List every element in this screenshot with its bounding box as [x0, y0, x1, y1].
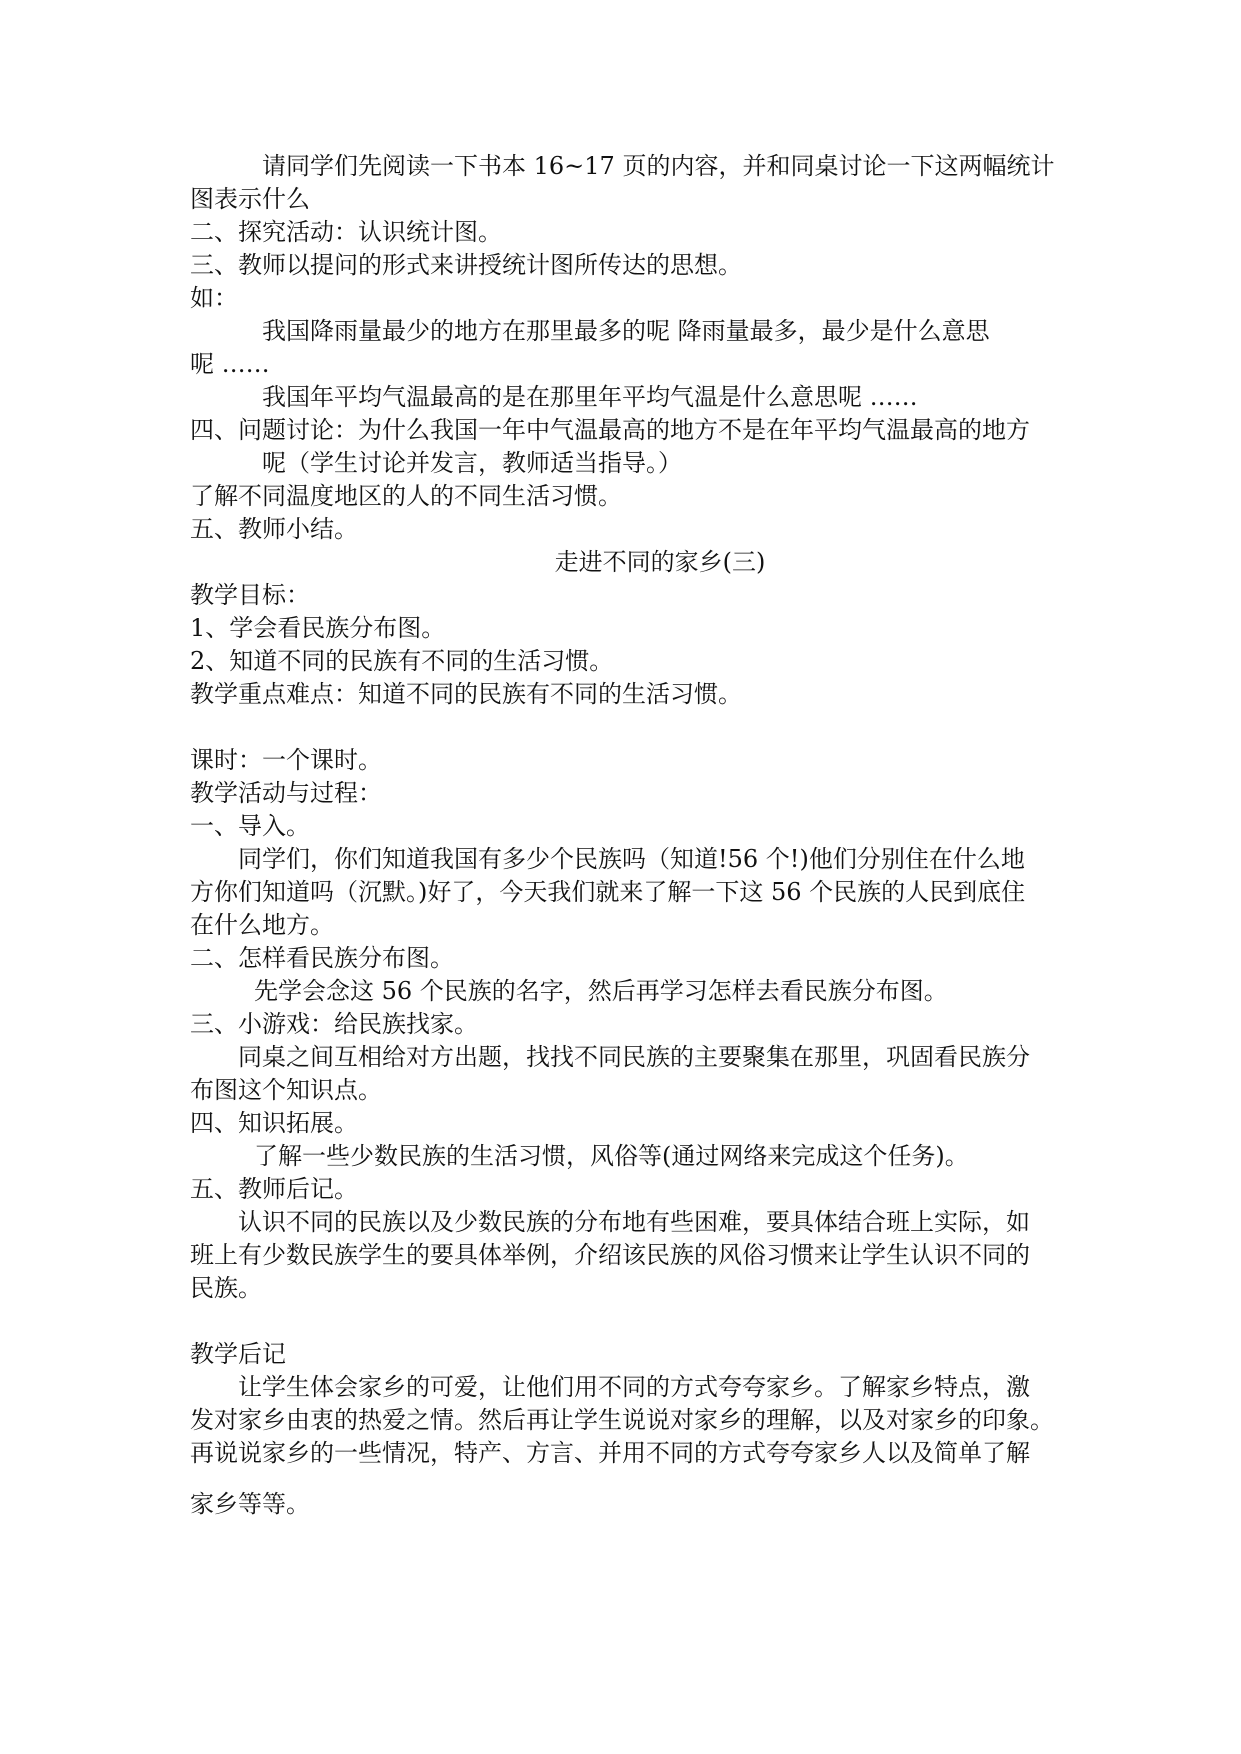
paragraph-line: 先学会念这 56 个民族的名字，然后再学习怎样去看民族分布图。	[254, 977, 948, 1005]
paragraph-line: 请同学们先阅读一下书本 16~17 页的内容，并和同桌讨论一下这两幅统计	[262, 152, 1055, 180]
paragraph-line: 呢 ……	[190, 350, 270, 378]
blank-line	[190, 1305, 1070, 1338]
document-body	[190, 150, 1070, 1521]
paragraph-line: 课时：一个课时。	[190, 746, 382, 774]
paragraph-line: 图表示什么	[190, 185, 310, 213]
paragraph-line: 呢（学生讨论并发言，教师适当指导。）	[262, 449, 682, 477]
section-heading: 教学后记	[190, 1340, 286, 1368]
section-heading: 五、教师后记。	[190, 1175, 358, 1203]
section-heading: 四、问题讨论：为什么我国一年中气温最高的地方不是在年平均气温最高的地方	[190, 416, 1030, 444]
section-heading: 四、知识拓展。	[190, 1109, 358, 1137]
paragraph-line: 我国年平均气温最高的是在那里年平均气温是什么意思呢 ……	[262, 383, 918, 411]
lesson-title: 走进不同的家乡(三)	[554, 548, 766, 576]
blank-line	[190, 711, 1070, 744]
paragraph-line: 布图这个知识点。	[190, 1076, 382, 1104]
paragraph-line: 让学生体会家乡的可爱，让他们用不同的方式夸夸家乡。了解家乡特点，激	[238, 1373, 1030, 1401]
paragraph-line: 家乡等等。	[190, 1490, 310, 1518]
paragraph-line: 认识不同的民族以及少数民族的分布地有些困难，要具体结合班上实际，如	[238, 1208, 1030, 1236]
paragraph-line: 发对家乡由衷的热爱之情。然后再让学生说说对家乡的理解，以及对家乡的印象。	[190, 1406, 1054, 1434]
section-heading: 五、教师小结。	[190, 515, 358, 543]
blank-line	[190, 1470, 1070, 1488]
section-heading: 三、小游戏：给民族找家。	[190, 1010, 478, 1038]
section-heading: 二、探究活动：认识统计图。	[190, 218, 502, 246]
paragraph-line: 同学们，你们知道我国有多少个民族吗（知道!56 个!)他们分别住在什么地	[238, 845, 1025, 873]
section-heading: 教学目标：	[190, 581, 310, 609]
paragraph-line: 民族。	[190, 1274, 262, 1302]
paragraph-line: 我国降雨量最少的地方在那里最多的呢 降雨量最多，最少是什么意思	[262, 317, 990, 345]
paragraph-line: 了解一些少数民族的生活习惯，风俗等(通过网络来完成这个任务)。	[254, 1142, 969, 1170]
section-heading: 三、教师以提问的形式来讲授统计图所传达的思想。	[190, 251, 742, 279]
paragraph-line: 教学重点难点：知道不同的民族有不同的生活习惯。	[190, 680, 742, 708]
section-heading: 一、导入。	[190, 812, 310, 840]
section-heading: 教学活动与过程：	[190, 779, 382, 807]
paragraph-line: 班上有少数民族学生的要具体举例，介绍该民族的风俗习惯来让学生认识不同的	[190, 1241, 1030, 1269]
paragraph-line: 同桌之间互相给对方出题，找找不同民族的主要聚集在那里，巩固看民族分	[238, 1043, 1030, 1071]
paragraph-line: 方你们知道吗（沉默。)好了，今天我们就来了解一下这 56 个民族的人民到底住	[190, 878, 1026, 906]
paragraph-line: 如：	[190, 284, 238, 312]
section-heading: 二、怎样看民族分布图。	[190, 944, 454, 972]
paragraph-line: 再说说家乡的一些情况，特产、方言、并用不同的方式夸夸家乡人以及简单了解	[190, 1439, 1030, 1467]
list-item: 2、知道不同的民族有不同的生活习惯。	[190, 647, 614, 675]
list-item: 1、学会看民族分布图。	[190, 614, 446, 642]
paragraph-line: 在什么地方。	[190, 911, 334, 939]
paragraph-line: 了解不同温度地区的人的不同生活习惯。	[190, 482, 622, 510]
